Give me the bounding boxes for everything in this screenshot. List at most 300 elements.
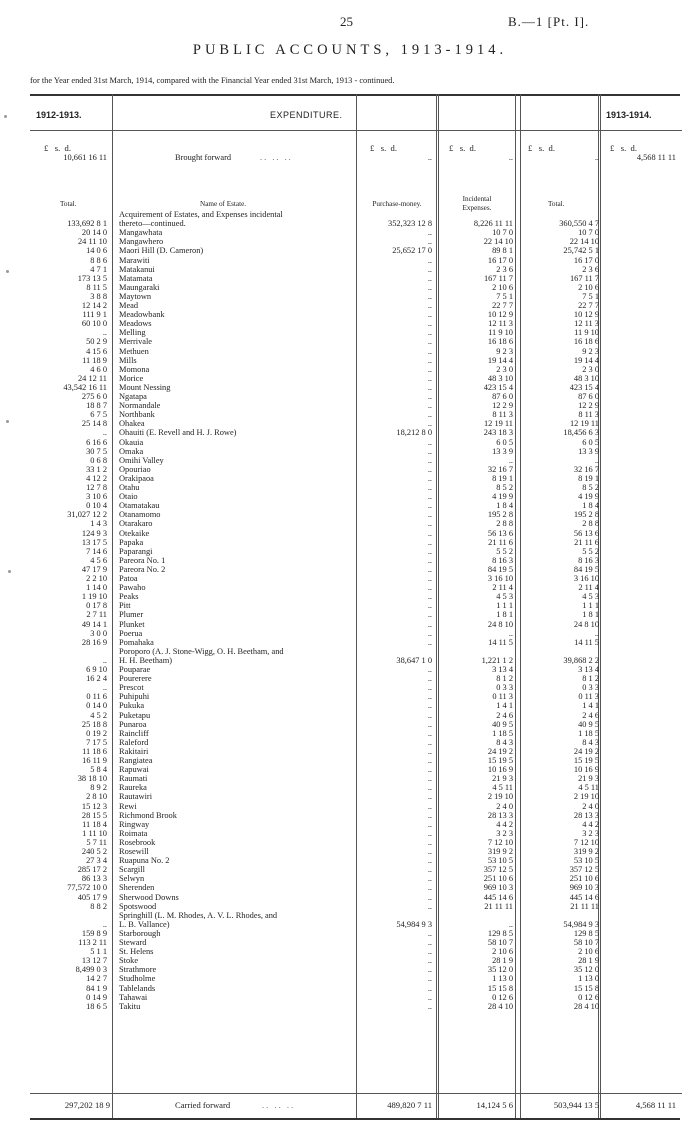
- purchase-money: ..: [427, 301, 432, 310]
- purchase-money: 38,647 1 0: [396, 655, 432, 665]
- table-row: [0, 419, 700, 428]
- purchase-money: ..: [427, 583, 432, 593]
- total-1913: 195 2 8: [573, 510, 599, 520]
- purchase-money: ..: [427, 746, 432, 756]
- table-row: [0, 902, 700, 911]
- incidental-expenses: 4 5 11: [492, 783, 513, 793]
- purchase-money: ..: [427, 847, 432, 856]
- incidental-expenses: 19 14 4: [487, 355, 513, 365]
- purchase-money: ..: [427, 401, 432, 411]
- total-1913: 2 4 6: [582, 710, 599, 720]
- total-1912: 77,572 10 0: [67, 883, 107, 893]
- carried-forward-left: 297,202 18 9: [64, 1100, 110, 1110]
- table-row: [0, 911, 700, 920]
- table-row: [0, 474, 700, 483]
- estate-name: Meadowbank: [119, 310, 165, 320]
- purchase-money: ..: [427, 619, 432, 629]
- total-1912: 38 18 10: [77, 774, 107, 784]
- table-row: [0, 720, 700, 729]
- estate-name: Patoa: [119, 574, 138, 583]
- estate-name: Pawaho: [119, 583, 146, 593]
- purchase-money: ..: [427, 665, 432, 674]
- estate-name: Poerua: [119, 628, 143, 638]
- total-1913: 10 7 0: [578, 228, 599, 238]
- total-1912: ..: [102, 683, 107, 693]
- incidental-expenses: 251 10 6: [483, 874, 513, 884]
- table-row: [0, 465, 700, 474]
- total-1913: 12 19 11: [569, 419, 599, 429]
- estate-name: Pomahaka: [119, 637, 154, 647]
- total-1913: 251 10 6: [569, 874, 599, 884]
- incidental-expenses: 5 5 2: [496, 546, 513, 556]
- purchase-money: ..: [427, 628, 432, 638]
- incidental-expenses: 1 4 1: [496, 701, 513, 711]
- total-1913: 13 3 9: [578, 446, 599, 456]
- total-1912: 30 7 5: [86, 446, 107, 456]
- total-1912: 7 14 6: [86, 546, 107, 556]
- table-row: [0, 665, 700, 674]
- incidental-expenses: 22 14 10: [483, 237, 513, 247]
- incidental-expenses: 24 8 10: [487, 619, 513, 629]
- total-1912: 13 12 7: [81, 956, 107, 966]
- estate-name: Richmond Brook: [119, 810, 177, 820]
- table-row: [0, 283, 700, 292]
- currency-label: £ s. d.: [528, 143, 555, 153]
- estate-name: Punaroa: [119, 719, 147, 729]
- incidental-expenses: 2 3 6: [496, 264, 513, 274]
- purchase-money: ..: [427, 355, 432, 365]
- total-1912: 12 7 8: [86, 483, 107, 492]
- incidental-expenses: 8,226 11 11: [473, 219, 513, 229]
- table-row: [0, 538, 700, 547]
- incidental-expenses: 87 6 0: [492, 392, 513, 401]
- table-row: [0, 601, 700, 610]
- estate-name: Starborough: [119, 928, 161, 938]
- total-1913: 357 12 5: [569, 865, 599, 875]
- total-1912: 173 13 5: [77, 273, 107, 283]
- table-row: [0, 265, 700, 274]
- purchase-money: ..: [427, 382, 432, 392]
- table-row: [0, 274, 700, 283]
- table-row: [0, 292, 700, 301]
- total-1913: 19 14 4: [573, 355, 599, 365]
- total-1912: 0 6 8: [90, 455, 107, 465]
- total-1913: 360,550 4 7: [559, 219, 599, 229]
- total-1913: 12 2 9: [578, 401, 599, 411]
- estate-name: Maytown: [119, 291, 152, 301]
- total-1913: 129 8 5: [573, 928, 599, 938]
- table-row: [0, 701, 700, 710]
- purchase-money: ..: [427, 765, 432, 775]
- incidental-expenses: 4 4 2: [496, 819, 513, 829]
- estate-name: Strathmore: [119, 965, 157, 975]
- table-row: [0, 365, 700, 374]
- col-header-incidental-line2: Expenses.: [462, 204, 492, 212]
- estate-name: Sherenden: [119, 883, 155, 893]
- purchase-money: ..: [427, 865, 432, 875]
- total-1912: 18 8 7: [86, 401, 107, 411]
- purchase-money: ..: [427, 837, 432, 847]
- incidental-expenses: 84 19 5: [487, 564, 513, 574]
- total-1913: 3 2 3: [582, 828, 599, 838]
- footer-rule: [30, 1093, 682, 1094]
- purchase-money: ..: [427, 901, 432, 911]
- total-1912: 0 17 8: [86, 601, 107, 611]
- table-row: [0, 228, 700, 237]
- table-row: [0, 792, 700, 801]
- purchase-money: ..: [427, 692, 432, 702]
- incidental-expenses: 21 11 6: [488, 537, 513, 547]
- incidental-expenses: 40 9 5: [492, 719, 513, 729]
- page-subtitle: for the Year ended 31st March, 1914, compared with the Financial Year ended 31st March, 1913 - continued.: [30, 76, 395, 85]
- table-row: [0, 310, 700, 319]
- total-1912: 1 14 0: [86, 583, 107, 593]
- table-row: [0, 610, 700, 619]
- total-1913: 0 12 6: [578, 992, 599, 1002]
- table-row: [0, 556, 700, 565]
- purchase-money: ..: [427, 728, 432, 738]
- estate-name: H. H. Beetham): [119, 655, 173, 665]
- table-row: [0, 438, 700, 447]
- purchase-money: ..: [427, 483, 432, 492]
- total-1913: 25,742 5 1: [563, 246, 599, 256]
- table-row: [0, 674, 700, 683]
- purchase-money: ..: [427, 601, 432, 611]
- total-1913: 2 11 4: [578, 583, 599, 593]
- purchase-money: ..: [427, 337, 432, 347]
- table-row: [0, 638, 700, 647]
- carried-forward-row: 297,202 18 9 Carried forward .. .. .. 489,820 7 11 14,124 5 6 503,944 13 5 4,568 11 11: [0, 1100, 700, 1112]
- incidental-expenses: 7 5 1: [496, 291, 513, 301]
- total-1913: 21 11 6: [574, 537, 599, 547]
- total-1912: 8 9 2: [90, 783, 107, 793]
- table-row: [0, 210, 700, 219]
- incidental-expenses: 11 9 10: [488, 328, 513, 338]
- table-row: [0, 328, 700, 337]
- table-row: [0, 347, 700, 356]
- estate-name: Scargill: [119, 865, 145, 875]
- purchase-money: ..: [427, 892, 432, 902]
- incidental-expenses: 8 11 3: [492, 410, 513, 420]
- total-1912: 50 2 9: [86, 337, 107, 347]
- total-1912: 11 18 6: [82, 746, 107, 756]
- purchase-money: ..: [427, 928, 432, 938]
- total-1913: 15 15 8: [573, 983, 599, 993]
- total-1912: 0 11 6: [86, 692, 107, 702]
- incidental-expenses: 15 19 5: [487, 756, 513, 765]
- carried-forward-incidental: 14,124 5 6: [476, 1100, 513, 1110]
- col-header-total-left: Total.: [60, 200, 77, 208]
- estate-name: Rewi: [119, 801, 137, 811]
- total-1913: 54,984 9 3: [563, 919, 599, 929]
- purchase-money: ..: [427, 264, 432, 274]
- estate-name: Maungaraki: [119, 282, 160, 292]
- purchase-money: ..: [427, 674, 432, 684]
- incidental-expenses: 16 17 0: [487, 255, 513, 265]
- table-row: [0, 383, 700, 392]
- purchase-money: ..: [427, 783, 432, 793]
- purchase-money: ..: [427, 546, 432, 556]
- total-1913: 1 8 1: [582, 610, 599, 620]
- estate-name: Otarakaro: [119, 519, 153, 529]
- purchase-money: ..: [427, 537, 432, 547]
- incidental-expenses: 28 1 9: [492, 956, 513, 966]
- purchase-money: ..: [427, 319, 432, 329]
- estate-name: Springhill (L. M. Rhodes, A. V. L. Rhodes, and: [119, 910, 278, 920]
- table-row: [0, 583, 700, 592]
- total-1913: 18,456 6 3: [563, 428, 599, 438]
- estate-name: Normandale: [119, 401, 161, 411]
- total-1912: 1 19 10: [81, 592, 107, 602]
- table-row: [0, 501, 700, 510]
- total-1912: 113 2 11: [78, 938, 107, 947]
- estate-name: Ngatapa: [119, 392, 147, 401]
- total-1912: 1 11 10: [82, 828, 107, 838]
- table-row: [0, 711, 700, 720]
- total-1912: 4 5 2: [90, 710, 107, 720]
- estate-name: Prescot: [119, 683, 144, 693]
- incidental-expenses: 1 8 4: [496, 501, 513, 511]
- purchase-money: 352,323 12 8: [388, 219, 432, 229]
- estate-name: Mangawhata: [119, 228, 163, 238]
- table-row: [0, 965, 700, 974]
- total-1912: 4 6 0: [90, 364, 107, 374]
- total-1912: 4 15 6: [86, 346, 107, 356]
- incidental-expenses: 3 16 10: [487, 574, 513, 583]
- estate-name: Rakitairi: [119, 746, 149, 756]
- incidental-expenses: 48 3 10: [487, 373, 513, 383]
- incidental-expenses: 9 2 3: [496, 346, 513, 356]
- incidental-expenses: ..: [508, 455, 513, 465]
- brought-forward-incidental: ..: [508, 153, 513, 162]
- purchase-money: ..: [427, 938, 432, 947]
- total-1912: 4 5 6: [90, 555, 107, 565]
- purchase-money: ..: [427, 810, 432, 820]
- table-row: [0, 356, 700, 365]
- table-row: [0, 938, 700, 947]
- incidental-expenses: 969 10 3: [483, 883, 513, 893]
- total-1913: 6 0 5: [582, 437, 599, 447]
- total-1913: 22 7 7: [578, 301, 599, 310]
- total-1912: 16 11 9: [82, 756, 107, 765]
- incidental-expenses: 445 14 6: [483, 892, 513, 902]
- incidental-expenses: 1,221 1 2: [481, 655, 513, 665]
- estate-name: Methuen: [119, 346, 149, 356]
- estate-name: St. Helens: [119, 947, 154, 957]
- incidental-expenses: 21 11 11: [484, 901, 513, 911]
- total-1912: 2 7 11: [86, 610, 107, 620]
- currency-label: £ s. d.: [44, 143, 71, 153]
- estate-name: Rautawiri: [119, 792, 153, 802]
- table-row: [0, 874, 700, 883]
- total-1912: 18 6 5: [86, 1001, 107, 1011]
- estate-name: Matamata: [119, 273, 153, 283]
- total-1913: 2 19 10: [573, 792, 599, 802]
- total-1913: 16 18 6: [573, 337, 599, 347]
- brought-forward-left: 10,661 16 11: [63, 153, 107, 162]
- estate-name: Studholme: [119, 974, 156, 984]
- estate-name: Otaio: [119, 492, 138, 502]
- total-1913: 21 9 3: [578, 774, 599, 784]
- estate-name: Acquirement of Estates, and Expenses incidental: [119, 210, 283, 219]
- incidental-expenses: 32 16 7: [487, 464, 513, 474]
- estate-name: Raureka: [119, 783, 147, 793]
- table-row: [0, 893, 700, 902]
- estate-name: Opouriao: [119, 464, 151, 474]
- total-1913: 1 4 1: [582, 701, 599, 711]
- total-1912: 3 8 8: [90, 291, 107, 301]
- table-row: [0, 447, 700, 456]
- purchase-money: ..: [427, 637, 432, 647]
- table-row: [0, 428, 700, 437]
- total-1913: 8 5 2: [582, 483, 599, 492]
- purchase-money: ..: [427, 410, 432, 420]
- table-row: [0, 410, 700, 419]
- total-1912: 13 17 5: [81, 537, 107, 547]
- purchase-money: ..: [427, 701, 432, 711]
- estate-name: Rosebrook: [119, 837, 156, 847]
- table-row: [0, 865, 700, 874]
- total-1912: 6 9 10: [86, 665, 107, 674]
- table-row: [0, 920, 700, 929]
- incidental-expenses: 2 19 10: [487, 792, 513, 802]
- table-row: [0, 947, 700, 956]
- total-1912: 24 12 11: [77, 373, 107, 383]
- total-1913: 423 15 4: [569, 382, 599, 392]
- estate-name: Matakanui: [119, 264, 155, 274]
- total-1913: 1 18 5: [578, 728, 599, 738]
- total-1913: 53 10 5: [573, 856, 599, 866]
- table-row: [0, 820, 700, 829]
- total-1913: 16 17 0: [573, 255, 599, 265]
- estate-name: Otanamomo: [119, 510, 161, 520]
- total-1913: 84 19 5: [573, 564, 599, 574]
- total-1913: ..: [594, 628, 599, 638]
- header-rule: [30, 130, 682, 131]
- total-1912: ..: [102, 428, 107, 438]
- estate-name: Omaka: [119, 446, 144, 456]
- estate-name: Pareora No. 2: [119, 564, 166, 574]
- estate-name: Mangawhero: [119, 237, 164, 247]
- total-1912: 124 9 3: [81, 528, 107, 538]
- purchase-money: ..: [427, 801, 432, 811]
- estate-name: Plunket: [119, 619, 145, 629]
- estate-name: Spotswood: [119, 901, 157, 911]
- purchase-money: ..: [427, 392, 432, 401]
- total-1913: 2 10 6: [578, 947, 599, 957]
- purchase-money: ..: [427, 364, 432, 374]
- purchase-money: ..: [427, 956, 432, 966]
- estate-name: Morice: [119, 373, 144, 383]
- purchase-money: ..: [427, 519, 432, 529]
- page-number: 25: [340, 14, 353, 29]
- total-1912: 8 8 2: [90, 901, 107, 911]
- total-1912: 60 10 0: [81, 319, 107, 329]
- estate-name: Papaka: [119, 537, 144, 547]
- estate-name: Stoke: [119, 956, 139, 966]
- total-1913: 2 8 8: [582, 519, 599, 529]
- table-row: [0, 747, 700, 756]
- estate-name: Mills: [119, 355, 137, 365]
- total-1912: 24 11 10: [77, 237, 107, 247]
- total-1912: 6 7 5: [90, 410, 107, 420]
- total-1913: 28 13 3: [573, 810, 599, 820]
- purchase-money: ..: [427, 774, 432, 784]
- total-1912: 47 17 9: [81, 564, 107, 574]
- total-1913: 21 11 11: [570, 901, 599, 911]
- incidental-expenses: 22 7 7: [492, 301, 513, 310]
- total-1913: 40 9 5: [578, 719, 599, 729]
- total-1913: 2 3 6: [582, 264, 599, 274]
- table-row: [0, 456, 700, 465]
- total-1913: 969 10 3: [569, 883, 599, 893]
- total-1912: 4 12 2: [86, 473, 107, 483]
- total-1913: 24 19 2: [573, 746, 599, 756]
- estate-name: Ohauiti (E. Revell and H. J. Rowe): [119, 428, 237, 438]
- table-row: [0, 883, 700, 892]
- purchase-money: ..: [427, 947, 432, 957]
- incidental-expenses: 2 8 8: [496, 519, 513, 529]
- incidental-expenses: 167 11 7: [483, 273, 513, 283]
- table-row: [0, 374, 700, 383]
- table-row: [0, 592, 700, 601]
- total-1913: 4 19 9: [578, 492, 599, 502]
- incidental-expenses: 8 19 1: [492, 473, 513, 483]
- estate-name: Rosewill: [119, 847, 149, 856]
- total-1913: 8 16 3: [578, 555, 599, 565]
- table-row: [0, 847, 700, 856]
- purchase-money: ..: [427, 819, 432, 829]
- purchase-money: ..: [427, 373, 432, 383]
- purchase-money: ..: [427, 792, 432, 802]
- total-1912: 240 5 2: [81, 847, 107, 856]
- incidental-expenses: 3 13 4: [492, 665, 513, 674]
- estate-name: Mount Nessing: [119, 382, 171, 392]
- total-1912: 7 17 5: [86, 737, 107, 747]
- purchase-money: ..: [427, 983, 432, 993]
- table-row: [0, 337, 700, 346]
- estate-name: Otamatakau: [119, 501, 160, 511]
- total-1912: 49 14 1: [81, 619, 107, 629]
- incidental-expenses: 35 12 0: [487, 965, 513, 975]
- table-row: [0, 683, 700, 692]
- estate-name: Maori Hill (D. Cameron): [119, 246, 204, 256]
- incidental-expenses: 2 3 0: [496, 364, 513, 374]
- purchase-money: ..: [427, 874, 432, 884]
- estate-name: Mead: [119, 301, 139, 310]
- total-1912: 86 13 3: [81, 874, 107, 884]
- purchase-money: ..: [427, 464, 432, 474]
- total-1912: 20 14 0: [81, 228, 107, 238]
- purchase-money: ..: [427, 473, 432, 483]
- total-1913: 167 11 7: [569, 273, 599, 283]
- purchase-money: ..: [427, 737, 432, 747]
- incidental-expenses: 12 11 3: [488, 319, 513, 329]
- purchase-money: ..: [427, 683, 432, 693]
- incidental-expenses: 13 3 9: [492, 446, 513, 456]
- total-1913: 2 10 6: [578, 282, 599, 292]
- incidental-expenses: 12 2 9: [492, 401, 513, 411]
- col-header-estate: Name of Estate.: [200, 200, 247, 208]
- purchase-money: ..: [427, 255, 432, 265]
- total-1912: 8 8 6: [90, 255, 107, 265]
- table-row: [0, 765, 700, 774]
- purchase-money: ..: [427, 828, 432, 838]
- total-1912: 11 18 9: [82, 355, 107, 365]
- table-row: [0, 401, 700, 410]
- total-1913: 8 11 3: [578, 410, 599, 420]
- currency-label: £ s. d.: [610, 143, 637, 153]
